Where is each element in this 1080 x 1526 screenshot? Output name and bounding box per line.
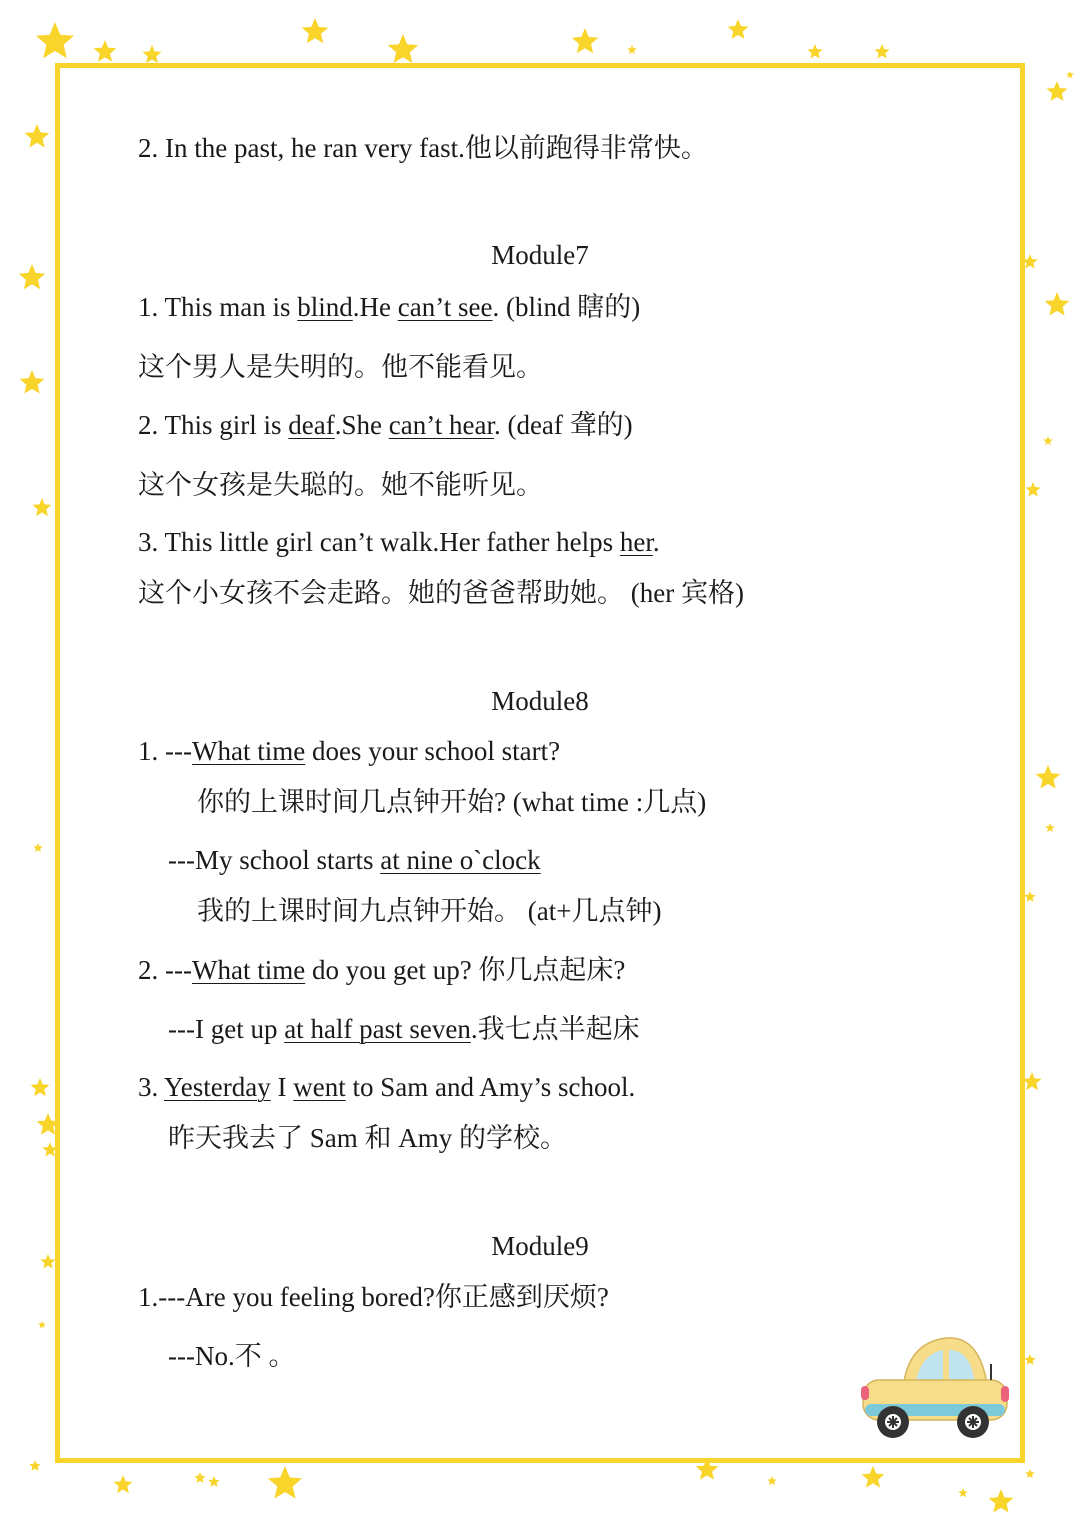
star-icon [20,370,45,394]
star-icon [36,22,74,58]
star-icon [33,843,43,852]
underlined-text: at half past seven [284,1014,471,1044]
underlined-text: can’t hear [388,410,494,440]
text: 3. This little girl can’t walk.Her father helps [138,527,620,557]
underlined-text: What time [191,955,306,985]
car-wheel-front [957,1406,989,1438]
star-icon [1024,1354,1035,1365]
module7-heading: Module7 [491,240,589,270]
underlined-text: Yesterday [164,1072,271,1102]
star-icon [1025,1469,1035,1478]
module8-line-1-cn: 你的上课时间几点钟开始? (what time :几点) [197,787,707,817]
module7-line-3 [138,525,660,559]
module7-line-1-cn: 这个男人是失明的。他不能看见。 [138,352,543,382]
text: ---My school starts [168,845,381,875]
star-icon [268,1466,302,1499]
line-text: 2. In the past, he ran very fast.他以前跑得非常快。 [138,133,708,163]
underlined-text: can’t see [397,292,493,322]
text: 1. This man is [138,292,298,322]
star-icon [29,1460,40,1471]
module8-line-1b [168,843,541,877]
star-icon [25,124,50,148]
car-headlight [1001,1386,1009,1402]
star-icon [627,45,637,54]
star-icon [958,1488,968,1497]
star-icon [388,34,418,63]
underlined-text: at nine o`clock [380,845,541,875]
star-icon [33,498,52,516]
module8-line-3-cn: 昨天我去了 Sam 和 Amy 的学校。 [168,1123,568,1153]
text: to Sam and Amy’s school. [345,1072,636,1102]
star-icon [1043,436,1053,445]
text: do you get up? 你几点起床? [305,955,626,985]
module8-line-1 [138,734,560,768]
star-icon [1023,1072,1042,1090]
star-icon [208,1476,219,1487]
module8-line-1b-cn: 我的上课时间九点钟开始。 (at+几点钟) [197,896,662,926]
star-icon [1045,823,1055,832]
star-icon [1036,765,1061,789]
text: 2. --- [138,955,192,985]
underlined-text: What time [191,736,306,766]
star-icon [1066,71,1074,78]
module7-line-1 [138,290,640,324]
module9-line-1: 1.---Are you feeling bored?你正感到厌烦? [138,1282,609,1312]
text: 1. --- [138,736,192,766]
module8-line-3 [138,1070,635,1104]
car-icon [855,1328,1015,1448]
star-icon [728,19,749,39]
text: .She [334,410,389,440]
car-taillight [861,1386,869,1400]
text: . [652,527,660,557]
text: . (deaf 聋的) [493,410,633,440]
star-icon [1045,292,1070,316]
star-icon [862,1466,885,1488]
text: .我七点半起床 [470,1014,640,1044]
text: I [270,1072,294,1102]
module9-heading: Module9 [491,1231,589,1261]
star-icon [94,40,117,62]
car-wheel-back [877,1406,909,1438]
underlined-text: her [619,527,653,557]
star-icon [194,1472,205,1483]
module8-line-2 [138,953,625,987]
module7-line-2 [138,408,633,442]
text: ---I get up [168,1014,285,1044]
module7-line-2-cn: 这个女孩是失聪的。她不能听见。 [138,470,543,500]
module7-line-3-cn: 这个小女孩不会走路。她的爸爸帮助她。 (her 宾格) [138,578,744,608]
module9-line-1b: ---No.不 。 [168,1341,296,1371]
star-icon [38,1321,46,1328]
star-icon [31,1078,50,1096]
star-icon [989,1489,1014,1513]
underlined-text: went [293,1072,346,1102]
star-icon [767,1476,777,1485]
star-icon [143,45,162,63]
text: .He [352,292,398,322]
star-icon [1047,81,1068,101]
star-icon [807,44,822,59]
top-line-2 [138,131,708,165]
module8-line-2b [168,1012,640,1046]
underlined-text: blind [297,292,353,322]
underlined-text: deaf [288,410,335,440]
star-icon [874,44,889,59]
text: . (blind 瞎的) [492,292,641,322]
star-icon [572,28,599,53]
star-icon [1025,482,1040,497]
text: 3. [138,1072,164,1102]
text: 2. This girl is [138,410,289,440]
text: does your school start? [305,736,561,766]
star-icon [302,18,329,43]
star-icon [114,1475,133,1493]
module8-heading: Module8 [491,686,589,716]
star-icon [1024,891,1035,902]
